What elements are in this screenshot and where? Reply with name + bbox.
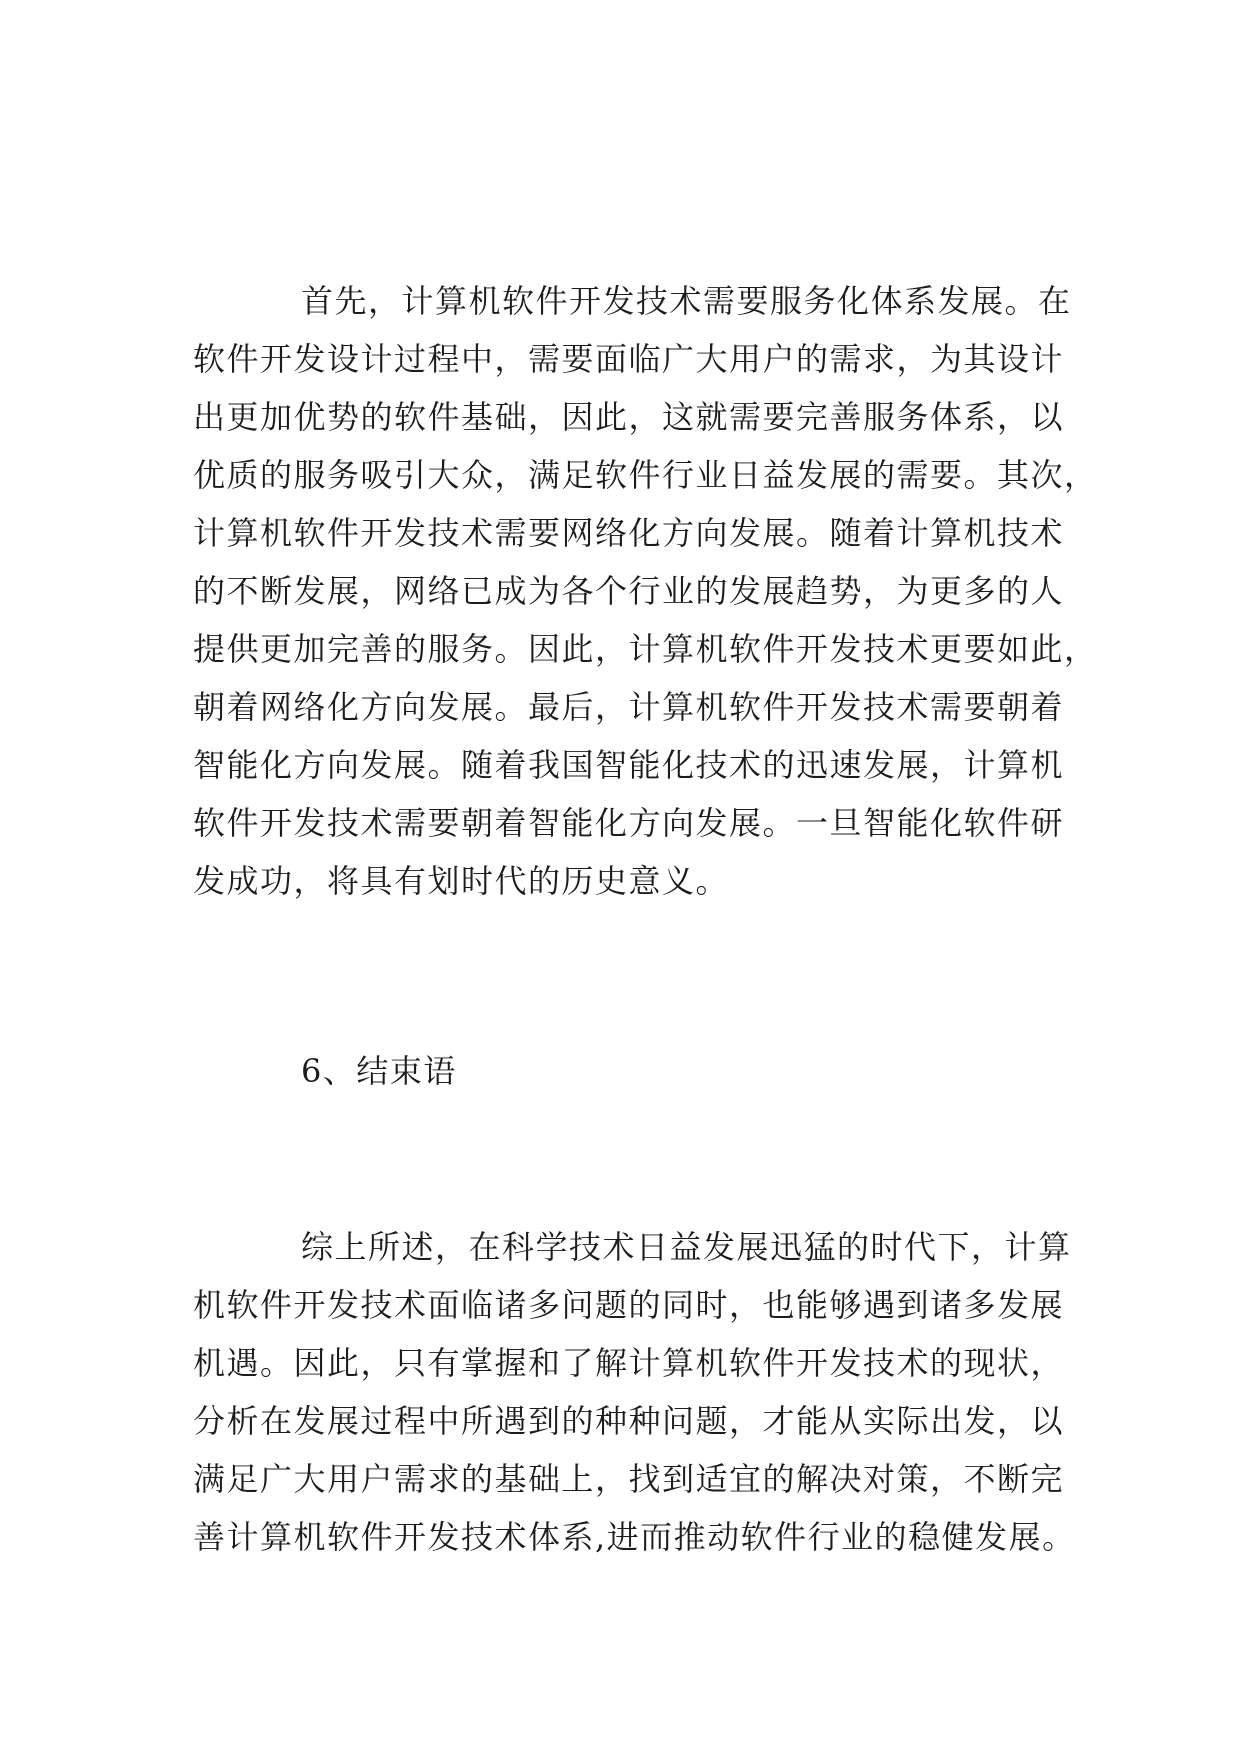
text-line: 综上所述，在科学技术日益发展迅猛的时代下，计算 bbox=[301, 1228, 1072, 1266]
text-line: 出更加优势的软件基础，因此，这就需要完善服务体系，以 bbox=[193, 398, 1065, 436]
text-line: 机遇。因此，只有掌握和了解计算机软件开发技术的现状， bbox=[193, 1344, 1065, 1382]
text-line: 提供更加完善的服务。因此，计算机软件开发技术更要如此， bbox=[193, 630, 1098, 668]
text-line: 的不断发展，网络已成为各个行业的发展趋势，为更多的人 bbox=[193, 572, 1065, 610]
text-line: 发成功，将具有划时代的历史意义。 bbox=[193, 862, 730, 900]
section-heading-conclusion bbox=[193, 1042, 1053, 1100]
text-line: 软件开发技术需要朝着智能化方向发展。一旦智能化软件研 bbox=[193, 804, 1065, 842]
text-line: 软件开发设计过程中，需要面临广大用户的需求，为其设计 bbox=[193, 340, 1065, 378]
text-line: 朝着网络化方向发展。最后，计算机软件开发技术需要朝着 bbox=[193, 688, 1065, 726]
text-line: 分析在发展过程中所遇到的种种问题，才能从实际出发，以 bbox=[193, 1402, 1065, 1440]
text-line: 优质的服务吸引大众，满足软件行业日益发展的需要。其次， bbox=[193, 456, 1098, 494]
text-line: 满足广大用户需求的基础上，找到适宜的解决对策，不断完 bbox=[193, 1460, 1065, 1498]
paragraph-development-directions bbox=[193, 272, 1098, 910]
text-line: 机软件开发技术面临诸多问题的同时，也能够遇到诸多发展 bbox=[193, 1286, 1065, 1324]
text-line: 智能化方向发展。随着我国智能化技术的迅速发展，计算机 bbox=[193, 746, 1065, 784]
heading-text: 6、结束语 bbox=[301, 1052, 457, 1090]
text-line: 善计算机软件开发技术体系,进而推动软件行业的稳健发展。 bbox=[193, 1518, 1076, 1556]
text-line: 首先，计算机软件开发技术需要服务化体系发展。在 bbox=[301, 282, 1072, 320]
text-line: 计算机软件开发技术需要网络化方向发展。随着计算机技术 bbox=[193, 514, 1065, 552]
paragraph-conclusion bbox=[193, 1218, 1076, 1566]
